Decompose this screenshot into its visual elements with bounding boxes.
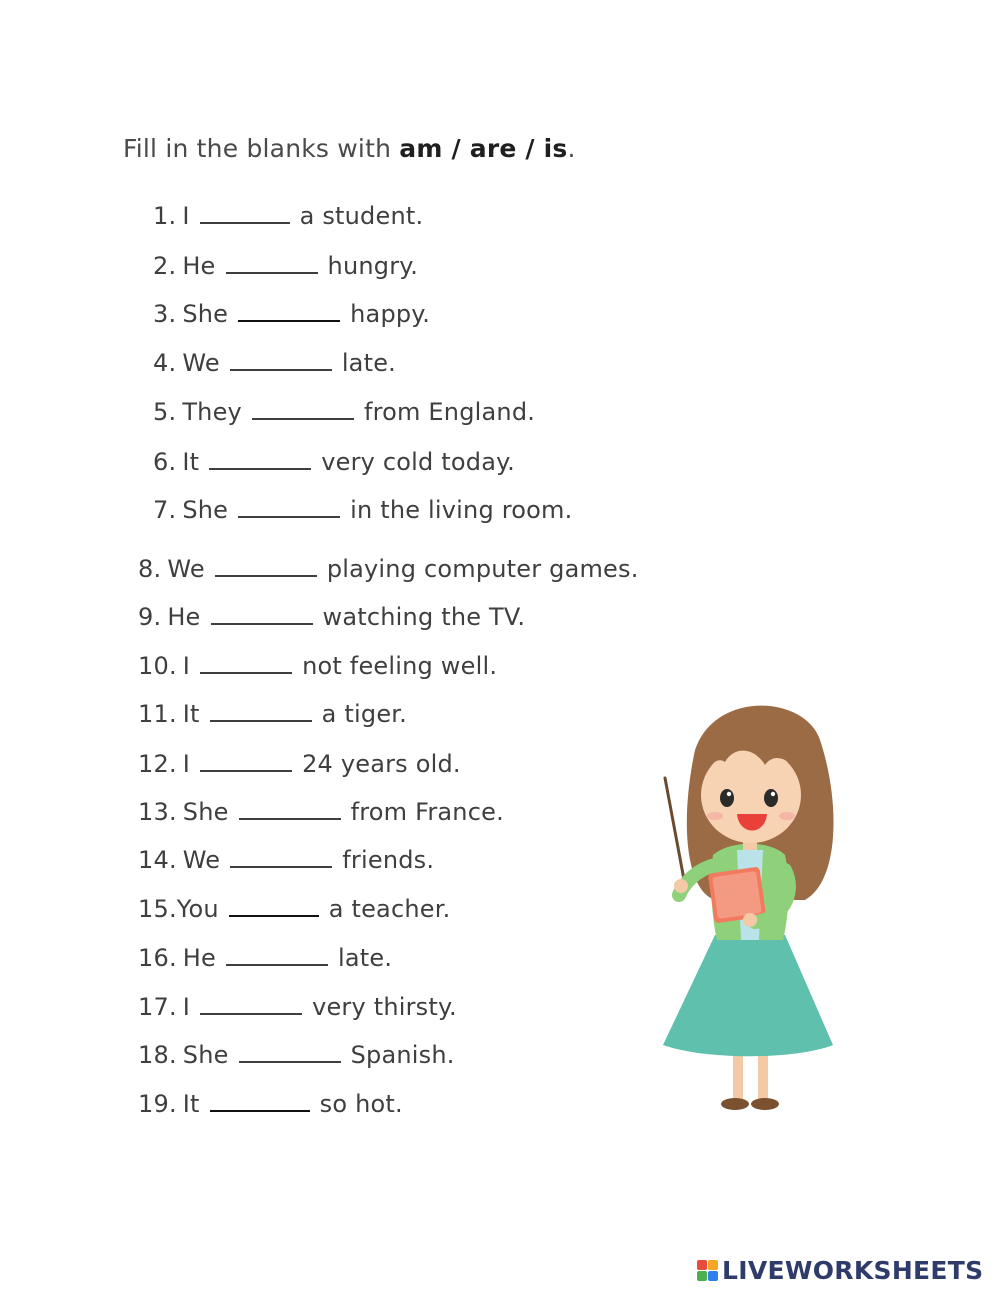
item-rest: from England. <box>363 398 536 426</box>
exercise-item-19 <box>138 1088 403 1118</box>
answer-blank-9[interactable] <box>211 601 313 625</box>
answer-blank-14[interactable] <box>230 844 332 868</box>
item-subject: I <box>182 993 191 1021</box>
answer-blank-8[interactable] <box>215 553 317 577</box>
item-number: 17. <box>138 993 177 1021</box>
item-subject: I <box>182 652 191 680</box>
item-subject: You <box>176 895 219 923</box>
exercise-item-7 <box>153 494 572 524</box>
answer-blank-3[interactable] <box>238 298 340 322</box>
exercise-item-14 <box>138 844 434 874</box>
item-number: 7. <box>153 496 177 524</box>
item-number: 14. <box>138 846 177 874</box>
item-subject: It <box>182 1090 200 1118</box>
instruction-prefix: Fill in the blanks with <box>123 134 392 163</box>
answer-blank-11[interactable] <box>210 698 312 722</box>
exercise-item-8 <box>138 553 639 583</box>
item-number: 3. <box>153 300 177 328</box>
item-number: 10. <box>138 652 177 680</box>
exercise-item-3 <box>153 298 430 328</box>
exercise-item-15 <box>138 893 450 923</box>
exercise-item-4 <box>153 347 396 377</box>
exercise-item-5 <box>153 396 535 426</box>
liveworksheets-logo <box>697 1255 983 1285</box>
answer-blank-5[interactable] <box>252 396 354 420</box>
item-subject: It <box>182 700 200 728</box>
item-number: 13. <box>138 798 177 826</box>
item-number: 9. <box>138 603 162 631</box>
answer-blank-4[interactable] <box>230 347 332 371</box>
item-subject: She <box>182 1041 229 1069</box>
item-rest: 24 years old. <box>302 750 461 778</box>
item-subject: We <box>167 555 205 583</box>
item-number: 11. <box>138 700 177 728</box>
item-rest: a student. <box>299 202 424 230</box>
item-rest: a teacher. <box>328 895 451 923</box>
item-number: 16. <box>138 944 177 972</box>
item-rest: very thirsty. <box>312 993 457 1021</box>
item-rest: a tiger. <box>321 700 407 728</box>
item-number: 6. <box>153 448 177 476</box>
item-subject: I <box>182 750 191 778</box>
teacher-girl-icon <box>655 690 845 1120</box>
exercise-item-16 <box>138 942 392 972</box>
item-subject: They <box>182 398 242 426</box>
item-rest: happy. <box>350 300 431 328</box>
logo-text: LIVEWORKSHEETS <box>722 1255 984 1285</box>
item-rest: Spanish. <box>350 1041 455 1069</box>
item-number: 5. <box>153 398 177 426</box>
item-rest: not feeling well. <box>302 652 498 680</box>
answer-blank-18[interactable] <box>239 1039 341 1063</box>
exercise-item-11 <box>138 698 407 728</box>
item-subject: He <box>182 944 216 972</box>
item-rest: in the living room. <box>350 496 573 524</box>
item-subject: He <box>182 252 216 280</box>
answer-blank-19[interactable] <box>210 1088 310 1112</box>
item-subject: It <box>182 448 200 476</box>
answer-blank-2[interactable] <box>226 250 318 274</box>
instruction-text <box>123 134 576 163</box>
item-rest: from France. <box>350 798 504 826</box>
item-number: 19. <box>138 1090 177 1118</box>
instruction-words: am / are / is <box>399 134 568 163</box>
exercise-item-6 <box>153 446 515 476</box>
answer-blank-15[interactable] <box>229 893 319 917</box>
exercise-item-13 <box>138 796 504 826</box>
item-subject: She <box>182 496 229 524</box>
item-number: 2. <box>153 252 177 280</box>
answer-blank-12[interactable] <box>200 748 292 772</box>
item-subject: He <box>167 603 201 631</box>
item-number: 8. <box>138 555 162 583</box>
logo-mark-icon <box>697 1260 718 1281</box>
item-number: 15. <box>138 895 177 923</box>
instruction-end: . <box>567 134 576 163</box>
exercise-item-10 <box>138 650 497 680</box>
item-number: 12. <box>138 750 177 778</box>
item-subject: She <box>182 798 229 826</box>
answer-blank-6[interactable] <box>209 446 311 470</box>
answer-blank-10[interactable] <box>200 650 292 674</box>
answer-blank-1[interactable] <box>200 200 290 224</box>
item-rest: playing computer games. <box>326 555 639 583</box>
exercise-item-1 <box>153 200 423 230</box>
answer-blank-7[interactable] <box>238 494 340 518</box>
exercise-item-18 <box>138 1039 455 1069</box>
item-subject: We <box>182 846 221 874</box>
exercise-item-17 <box>138 991 457 1021</box>
exercise-item-12 <box>138 748 461 778</box>
item-rest: late. <box>341 349 396 377</box>
answer-blank-16[interactable] <box>226 942 328 966</box>
item-number: 4. <box>153 349 177 377</box>
item-number: 18. <box>138 1041 177 1069</box>
item-subject: She <box>182 300 229 328</box>
item-subject: We <box>182 349 220 377</box>
exercise-item-2 <box>153 250 418 280</box>
item-rest: hungry. <box>327 252 419 280</box>
item-number: 1. <box>153 202 177 230</box>
answer-blank-13[interactable] <box>239 796 341 820</box>
exercise-item-9 <box>138 601 525 631</box>
item-rest: watching the TV. <box>322 603 526 631</box>
answer-blank-17[interactable] <box>200 991 302 1015</box>
item-rest: friends. <box>342 846 435 874</box>
item-rest: late. <box>338 944 393 972</box>
item-rest: so hot. <box>319 1090 403 1118</box>
item-rest: very cold today. <box>321 448 515 476</box>
item-subject: I <box>182 202 190 230</box>
